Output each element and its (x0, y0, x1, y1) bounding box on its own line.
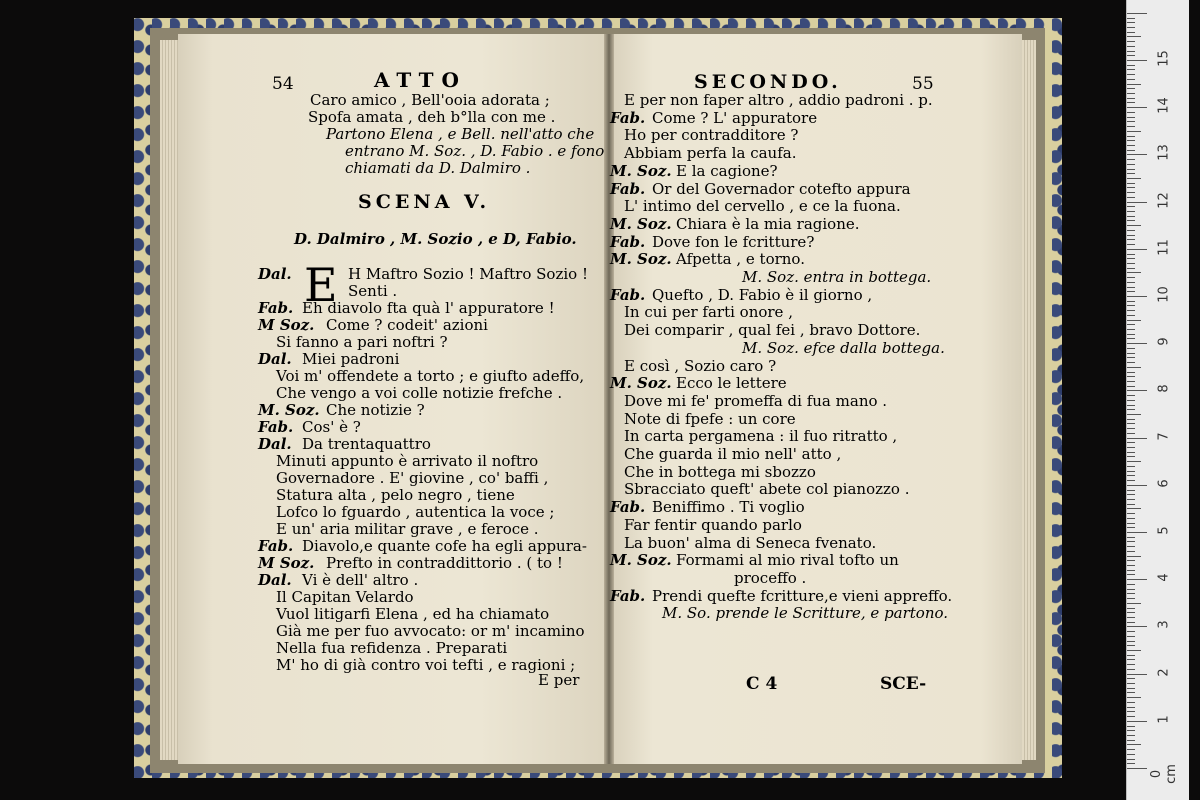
dialogue-line: Or del Governador cotefto appura (652, 180, 911, 198)
ruler-tick (1127, 46, 1135, 47)
dialogue-line: Voi m' offendete a torto ; e giufto adeffo, (276, 367, 585, 385)
ruler-tick (1127, 357, 1135, 358)
ruler-tick (1127, 419, 1135, 420)
ruler-tick (1127, 683, 1135, 684)
ruler-tick (1127, 721, 1147, 722)
ruler-tick (1127, 154, 1147, 155)
ruler-tick (1127, 655, 1135, 656)
ruler-tick (1127, 735, 1135, 736)
scene-characters: D. Dalmiro , M. Sozio , e D, Fabio. (294, 230, 577, 248)
ruler-tick (1127, 338, 1135, 339)
ruler-tick (1127, 390, 1147, 391)
ruler-label: 9 (1156, 337, 1172, 346)
left-line-1: Caro amico , Bell'ooia adorata ; (310, 91, 550, 109)
ruler-label: 5 (1156, 526, 1172, 535)
ruler-tick (1127, 603, 1141, 604)
dialogue-line: proceffo . (734, 569, 807, 587)
ruler-tick (1127, 565, 1135, 566)
dialogue-line: Chiara è la mia ragione. (676, 215, 860, 233)
ruler-tick (1127, 121, 1135, 122)
ruler-tick (1127, 305, 1135, 306)
ruler-tick (1127, 650, 1141, 651)
ruler-tick (1127, 574, 1135, 575)
dialogue-line: Sbracciato queft' abete col pianozzo . (624, 480, 910, 498)
speaker-label: Fab. (610, 109, 646, 127)
page-edges-right (1022, 40, 1036, 760)
dialogue-line: Vuol litigarfi Elena , ed ha chiamato (276, 605, 550, 623)
right-running-head: SECONDO. (694, 71, 842, 93)
ruler-tick (1127, 400, 1135, 401)
dialogue-line: Beniffimo . Ti voglio (652, 498, 805, 516)
dialogue-line: Nella fua refidenza . Preparati (276, 639, 508, 657)
ruler-tick (1127, 197, 1135, 198)
page-edges-left (160, 40, 178, 760)
ruler-tick (1127, 117, 1135, 118)
stage-direction: M. Soz. efce dalla bottega. (742, 339, 945, 357)
scene-title: SCENA V. (358, 191, 491, 213)
ruler-tick (1127, 494, 1135, 495)
ruler-tick (1127, 235, 1135, 236)
ruler-tick (1127, 136, 1135, 137)
dialogue-line: Senti . (348, 282, 398, 300)
dialogue-line: Come ? L' appuratore (652, 109, 818, 127)
speaker-label: M. Soz. (610, 162, 672, 180)
ruler-label: 13 (1156, 144, 1172, 162)
ruler-tick (1127, 282, 1135, 283)
ruler-tick (1127, 230, 1135, 231)
dialogue-line: Statura alta , pelo negro , tiene (276, 486, 515, 504)
dialogue-line: Governadore . E' giovine , co' baffi , (276, 469, 549, 487)
ruler-tick (1127, 659, 1135, 660)
ruler-tick (1127, 608, 1135, 609)
dialogue-line: In carta pergamena : il fuo ritratto , (624, 427, 898, 445)
ruler-tick (1127, 452, 1135, 453)
ruler-tick (1127, 513, 1135, 514)
speaker-label: Fab. (610, 498, 646, 516)
ruler-tick (1127, 617, 1135, 618)
ruler-tick (1127, 456, 1135, 457)
ruler-tick (1127, 692, 1135, 693)
dialogue-line: Che guarda il mio nell' atto , (624, 445, 842, 463)
ruler-tick (1127, 433, 1135, 434)
ruler-tick (1127, 353, 1135, 354)
dialogue-line: L' intimo del cervello , e ce la fuona. (624, 197, 901, 215)
ruler-tick (1127, 150, 1135, 151)
stage-direction: M. Soz. entra in bottega. (742, 268, 932, 286)
ruler-tick (1127, 504, 1135, 505)
ruler-tick (1127, 593, 1135, 594)
ruler-tick (1127, 112, 1135, 113)
ruler-tick (1127, 641, 1135, 642)
dialogue-line: Far fentir quando parlo (624, 516, 802, 534)
ruler-tick (1127, 277, 1135, 278)
ruler-tick (1127, 376, 1135, 377)
dialogue-line: Miei padroni (302, 350, 400, 368)
ruler-tick (1127, 272, 1141, 273)
ruler-tick (1127, 740, 1135, 741)
signature-mark: C 4 (746, 674, 778, 694)
dialogue-line: Formami al mio rival tofto un (676, 551, 899, 569)
left-line-2: Spofa amata , deh b°lla con me . (308, 108, 556, 126)
ruler-tick (1127, 320, 1141, 321)
ruler-tick (1127, 258, 1135, 259)
ruler-tick (1127, 612, 1135, 613)
ruler-label: 4 (1156, 573, 1172, 582)
ruler-label: 14 (1156, 97, 1172, 114)
ruler-tick (1127, 518, 1135, 519)
speaker-label: Fab. (258, 537, 294, 555)
ruler-tick (1127, 702, 1135, 703)
ruler-tick (1127, 466, 1135, 467)
stage-direction: Partono Elena , e Bell. nell'atto che (326, 125, 595, 143)
ruler-tick (1127, 763, 1135, 764)
ruler-tick (1127, 216, 1135, 217)
ruler-tick (1127, 98, 1135, 99)
ruler-tick (1127, 381, 1135, 382)
dialogue-line: Ho per contradditore ? (624, 126, 799, 144)
ruler-tick (1127, 296, 1147, 297)
ruler-tick (1127, 726, 1135, 727)
ruler-tick (1127, 645, 1135, 646)
right-catchword: SCE- (880, 674, 927, 694)
ruler-tick (1127, 490, 1135, 491)
dialogue-line: Già me per fuo avvocato: or m' incamino (276, 622, 585, 640)
ruler-tick (1127, 395, 1135, 396)
speaker-label: M. Soz. (610, 551, 672, 569)
ruler-tick (1127, 178, 1141, 179)
stage-direction: chiamati da D. Dalmiro . (345, 159, 531, 177)
ruler-tick (1127, 428, 1135, 429)
book-gutter (604, 34, 614, 764)
ruler-tick (1127, 523, 1135, 524)
ruler-tick (1127, 442, 1135, 443)
dialogue-line: M' ho di già contro voi tefti , e ragioni ; (276, 656, 576, 674)
ruler-label: 11 (1156, 239, 1172, 256)
ruler-tick (1127, 754, 1135, 755)
dialogue-line: H Maftro Sozio ! Maftro Sozio ! (348, 265, 588, 283)
ruler-tick (1127, 532, 1147, 533)
ruler-tick (1127, 131, 1141, 132)
dialogue-line: Quefto , D. Fabio è il giorno , (652, 286, 873, 304)
right-page-number: 55 (912, 74, 934, 94)
ruler-tick (1127, 244, 1135, 245)
ruler-tick (1127, 65, 1135, 66)
ruler-tick (1127, 324, 1135, 325)
ruler-tick (1127, 140, 1135, 141)
ruler-label: 15 (1156, 50, 1172, 67)
ruler-tick (1127, 546, 1135, 547)
dialogue-line: Da trentaquattro (302, 435, 431, 453)
speaker-label: M. Soz. (610, 250, 672, 268)
dialogue-line: Dei comparir , qual fei , bravo Dottore. (624, 321, 921, 339)
stage-direction: M. So. prende le Scritture, e partono. (662, 604, 949, 622)
dialogue-line: E per non faper altro , addio padroni . p. (624, 91, 933, 109)
ruler-tick (1127, 678, 1135, 679)
ruler-tick (1127, 584, 1135, 585)
ruler-tick (1127, 674, 1147, 675)
ruler-label: 0 cm (1149, 764, 1179, 784)
dialogue-line: Si fanno a pari noftri ? (276, 333, 448, 351)
dialogue-line: Vi è dell' altro . (302, 571, 419, 589)
ruler-tick (1127, 367, 1141, 368)
ruler-tick (1127, 107, 1147, 108)
dialogue-line: Dove fon le fcritture? (652, 233, 815, 251)
ruler-tick (1127, 598, 1135, 599)
speaker-label: M. Soz. (610, 374, 672, 392)
speaker-label: Dal. (258, 435, 292, 453)
ruler-tick (1127, 759, 1135, 760)
ruler-tick (1127, 79, 1135, 80)
ruler-tick (1127, 570, 1135, 571)
ruler-tick (1127, 471, 1135, 472)
ruler-tick (1127, 461, 1141, 462)
speaker-label: Fab. (610, 180, 646, 198)
dialogue-line: La buon' alma di Seneca fvenato. (624, 534, 877, 552)
ruler-tick (1127, 447, 1135, 448)
dialogue-line: Minuti appunto è arrivato il noftro (276, 452, 539, 470)
ruler-tick (1127, 405, 1135, 406)
ruler-label: 7 (1156, 431, 1172, 441)
ruler-tick (1127, 749, 1135, 750)
ruler-tick (1127, 768, 1147, 769)
ruler-tick (1127, 301, 1135, 302)
ruler-tick (1127, 268, 1135, 269)
ruler-tick (1127, 183, 1135, 184)
dialogue-line: Cos' è ? (302, 418, 361, 436)
ruler-tick (1127, 711, 1135, 712)
dialogue-line: Il Capitan Velardo (276, 588, 414, 606)
dialogue-line: Eh diavolo fta quà l' appuratore ! (302, 299, 555, 317)
dialogue-line: Prefto in contraddittorio . ( to ! (326, 554, 563, 572)
speaker-label: Fab. (610, 286, 646, 304)
ruler-tick (1127, 480, 1135, 481)
dialogue-line: Che vengo a voi colle notizie frefche . (276, 384, 563, 402)
ruler-tick (1127, 60, 1147, 61)
ruler-tick (1127, 626, 1147, 627)
dialogue-line: Abbiam perfa la caufa. (624, 144, 797, 162)
ruler-tick (1127, 159, 1135, 160)
dialogue-line: Afpetta , e torno. (676, 250, 805, 268)
ruler-tick (1127, 556, 1141, 557)
dialogue-line: E la cagione? (676, 162, 778, 180)
ruler-tick (1127, 291, 1135, 292)
ruler-tick (1127, 102, 1135, 103)
left-catchword: E per (538, 671, 580, 689)
ruler-tick (1127, 169, 1135, 170)
ruler-tick (1127, 537, 1135, 538)
speaker-label: M. Soz. (258, 401, 320, 419)
dialogue-line: Lofco lo fguardo , autentica la voce ; (276, 503, 555, 521)
left-running-head: ATTO (374, 68, 467, 92)
ruler-tick (1127, 192, 1135, 193)
dialogue-line: Dove mi fe' promeffa di fua mano . (624, 392, 888, 410)
ruler-label: 1 (1156, 715, 1172, 724)
ruler-tick (1127, 41, 1135, 42)
ruler-tick (1127, 475, 1135, 476)
ruler-tick (1127, 22, 1135, 23)
dialogue-line: Che notizie ? (326, 401, 425, 419)
ruler-tick (1127, 579, 1147, 580)
ruler-tick (1127, 499, 1135, 500)
speaker-label: Fab. (610, 587, 646, 605)
ruler-tick (1127, 423, 1135, 424)
speaker-label: M Soz. (258, 554, 315, 572)
ruler-tick (1127, 69, 1135, 70)
ruler-tick (1127, 707, 1135, 708)
ruler-tick (1127, 372, 1135, 373)
speaker-label: Fab. (258, 299, 294, 317)
ruler-label: 3 (1156, 620, 1172, 630)
dialogue-line: Ecco le lettere (676, 374, 787, 392)
ruler-tick (1127, 36, 1141, 37)
dialogue-line: Diavolo,e quante cofe ha egli appura- (302, 537, 587, 555)
ruler-tick (1127, 589, 1135, 590)
ruler-tick (1127, 414, 1141, 415)
ruler-tick (1127, 551, 1135, 552)
ruler-tick (1127, 74, 1135, 75)
ruler-label: 6 (1156, 479, 1172, 488)
ruler-tick (1127, 334, 1135, 335)
ruler-label: 10 (1156, 286, 1172, 303)
ruler-tick (1127, 18, 1135, 19)
speaker-label: Dal. (258, 350, 292, 368)
ruler-tick (1127, 13, 1147, 14)
ruler-tick (1127, 329, 1135, 330)
speaker-label: M. Soz. (610, 215, 672, 233)
ruler-tick (1127, 409, 1135, 410)
dialogue-line: Che in bottega mi sbozzo (624, 463, 816, 481)
ruler-tick (1127, 560, 1135, 561)
left-page-number: 54 (272, 74, 294, 94)
ruler-label: 12 (1156, 191, 1172, 209)
ruler-tick (1127, 254, 1135, 255)
ruler-tick (1127, 287, 1135, 288)
ruler-tick (1127, 84, 1141, 85)
ruler-label: 8 (1156, 384, 1172, 394)
ruler-tick (1127, 206, 1135, 207)
speaker-label: M Soz. (258, 316, 315, 334)
measuring-ruler (1126, 0, 1189, 800)
ruler-tick (1127, 27, 1135, 28)
ruler-tick (1127, 187, 1135, 188)
ruler-tick (1127, 55, 1135, 56)
speaker-label: Fab. (610, 233, 646, 251)
ruler-tick (1127, 202, 1147, 203)
speaker-label: Dal. (258, 571, 292, 589)
ruler-tick (1127, 688, 1135, 689)
dialogue-line: E così , Sozio caro ? (624, 357, 777, 375)
ruler-label: 2 (1156, 667, 1172, 677)
ruler-tick (1127, 225, 1141, 226)
ruler-tick (1127, 622, 1135, 623)
ruler-tick (1127, 126, 1135, 127)
ruler-tick (1127, 51, 1135, 52)
ruler-tick (1127, 220, 1135, 221)
ruler-tick (1127, 93, 1135, 94)
dialogue-line: Come ? codeit' azioni (326, 316, 488, 334)
ruler-tick (1127, 362, 1135, 363)
ruler-tick (1127, 386, 1135, 387)
ruler-tick (1127, 88, 1135, 89)
ruler-tick (1127, 315, 1135, 316)
dialogue-line: E un' aria militar grave , e feroce . (276, 520, 539, 538)
ruler-tick (1127, 508, 1141, 509)
ruler-tick (1127, 164, 1135, 165)
ruler-tick (1127, 636, 1135, 637)
ruler-tick (1127, 145, 1135, 146)
speaker-label: Fab. (258, 418, 294, 436)
ruler-tick (1127, 669, 1135, 670)
stage-direction: entrano M. Soz. , D. Fabio . e fono (345, 142, 605, 160)
ruler-tick (1127, 527, 1135, 528)
ruler-tick (1127, 249, 1147, 250)
ruler-tick (1127, 173, 1135, 174)
ruler-tick (1127, 730, 1135, 731)
ruler-tick (1127, 348, 1135, 349)
ruler-tick (1127, 239, 1135, 240)
ruler-tick (1127, 438, 1147, 439)
ruler-tick (1127, 631, 1135, 632)
ruler-tick (1127, 263, 1135, 264)
ruler-tick (1127, 744, 1141, 745)
ruler-tick (1127, 343, 1147, 344)
ruler-tick (1127, 541, 1135, 542)
dialogue-line: Note di fpefe : un core (624, 410, 796, 428)
ruler-tick (1127, 716, 1135, 717)
speaker-label: Dal. (258, 265, 292, 283)
dialogue-line: In cui per farti onore , (624, 303, 793, 321)
ruler-tick (1127, 211, 1135, 212)
ruler-tick (1127, 664, 1135, 665)
dialogue-line: Prendi quefte fcritture,e vieni appreffo. (652, 587, 953, 605)
ruler-tick (1127, 697, 1141, 698)
ruler-tick (1127, 32, 1135, 33)
ruler-tick (1127, 310, 1135, 311)
drop-capital: E (304, 258, 338, 312)
ruler-tick (1127, 485, 1147, 486)
